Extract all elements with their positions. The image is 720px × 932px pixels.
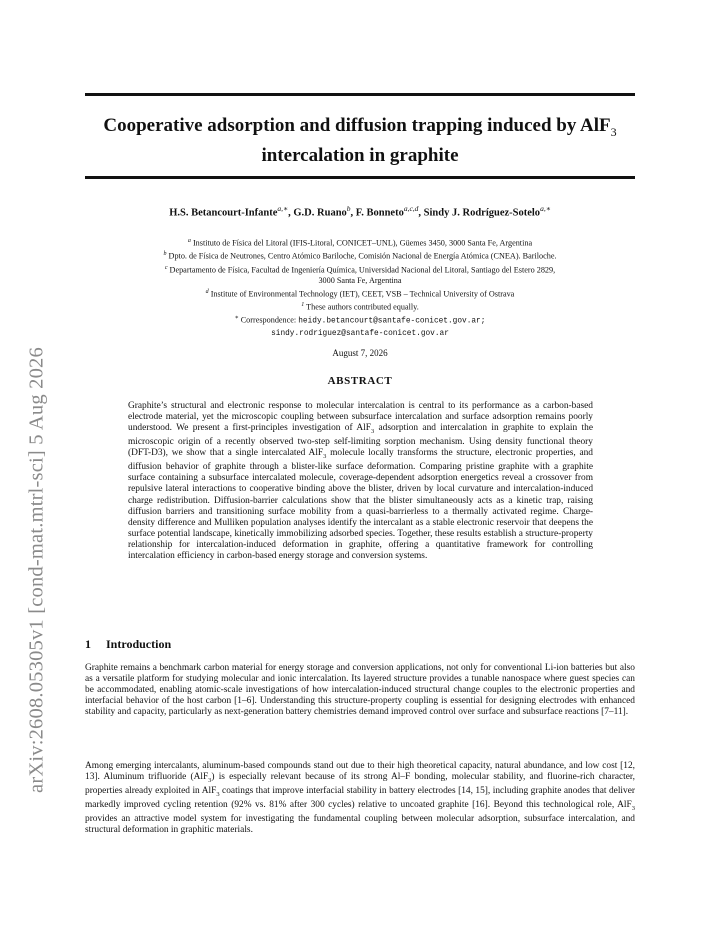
affiliation-line — [85, 287, 635, 300]
correspondence-email-link[interactable]: heidy.betancourt@santafe-conicet.gov.ar; — [298, 317, 486, 326]
abstract-text: adsorption and intercalation in graphite to explain the microscopic origin of a recently observed two-step self-limiting sorption mechanism. Using density functional theory (DFT-D3), we show that a single intercalated AlF — [128, 423, 593, 459]
abstract-heading: ABSTRACT — [327, 375, 393, 387]
paragraph-subscript: 3 — [216, 790, 220, 798]
author-separator: , — [350, 207, 356, 219]
abstract-text: Graphite’s structural and electronic response to molecular intercalation is central to its performance as a carbon-based electrode material, yet the microscopic coupling between subsurface intercalation and surface adsorption remains poorly understood. We present a first-principles investigation of AlF — [128, 401, 593, 434]
affiliation-mark: d — [205, 288, 209, 295]
affiliation-mark: c — [164, 264, 168, 271]
abstract-text: molecule locally transforms the structure, electronic properties, and diffusion behavior of graphite through a blister-like surface deformation. Comparing pristine graphite with a graphite surface containing a subsurface intercalated molecule, coverage-dependent adsorption energetics reveal a crossover from repulsive lateral interactions to cooperative binding above the blister, driven by local curvature and intercalation-induced charge redistribution. Diffusion-barrier calculations show that the blister simultaneously acts as a kinetic trap, raising diffusion barriers and transitioning surface mobility from a quasi-barrierless to a thermally activated regime. Charge-density difference and Mulliken population analyses identify the intercalant as a stable electronic reservoir that deepens the surface potential landscape, kinetically immobilizing adsorbed species. Together, these results establish a structure-property relationship for intercalation-induced deformation in graphite, offering a quantitative framework for controlling intercalation efficiency in carbon-based energy storage and conversion systems. — [128, 448, 593, 561]
author-separator: , — [288, 207, 294, 219]
affiliation-mark: 1 — [301, 301, 305, 308]
title-rule-bottom — [85, 176, 635, 179]
paragraph-text: coatings that improve interfacial stability in battery electrodes [14, 15], including graphite anodes that deliver markedly improved cycling retention (92% vs. 81% after 300 cycles) relative to uncoated graphite [16]. Beyond this technological role, AlF — [85, 786, 635, 811]
affiliation-line — [85, 276, 635, 287]
arxiv-id-text: arXiv:2608.05305v1 [cond-mat.mtrl-sci] 5 Aug 2026 — [25, 347, 48, 793]
affiliation-line — [85, 300, 635, 313]
paper-title — [85, 114, 635, 167]
abstract-subscript: 3 — [323, 453, 327, 461]
affiliation-line — [85, 263, 635, 276]
correspondence-email-link[interactable]: sindy.rodriguez@santafe-conicet.gov.ar — [271, 329, 449, 338]
affiliation-text: Instituto de Física del Litoral (IFIS-Litoral, CONICET–UNL), Güemes 3450, 3000 Santa Fe, Argentina — [192, 238, 533, 248]
author-affil-mark: a,∗ — [540, 204, 551, 213]
intro-paragraph-2 — [85, 761, 635, 836]
paragraph-subscript: 3 — [631, 804, 635, 812]
affiliations — [85, 236, 635, 339]
author-name: F. Bonneto — [355, 207, 404, 219]
correspondence-line — [85, 313, 635, 327]
abstract-body — [128, 401, 593, 562]
title-subscript: 3 — [610, 124, 617, 139]
abstract-subscript: 3 — [370, 428, 375, 436]
section-heading-introduction — [85, 637, 171, 652]
title-line2: intercalation in graphite — [261, 144, 459, 166]
correspondence-label: Correspondence: — [240, 315, 297, 325]
author-affil-mark: b — [346, 204, 351, 213]
affiliation-text: Institute of Environmental Technology (IET), CEET, VSB – Technical University of Ostrava — [210, 289, 515, 299]
affiliation-line — [85, 249, 635, 262]
paragraph-text: provides an attractive model system for investigating the fundamental coupling between molecular adsorption, subsurface intercalation, and structural deformation in graphitic materials. — [85, 814, 635, 836]
affiliation-text: These authors contributed equally. — [306, 302, 419, 312]
author-affil-mark: a,∗ — [277, 204, 289, 213]
author-name: Sindy J. Rodríguez-Sotelo — [423, 207, 541, 219]
paper-date: August 7, 2026 — [332, 348, 388, 358]
arxiv-identifier-stamp — [22, 305, 52, 835]
author-list — [85, 204, 635, 219]
title-rule-top — [85, 93, 635, 96]
paragraph-text: Among emerging intercalants, aluminum-based compounds stand out due to their high theoretical capacity, natural abundance, and low cost [12, 13]. Aluminum trifluoride (AlF — [85, 761, 635, 783]
author-name: G.D. Ruano — [293, 207, 347, 219]
paragraph-text: ) is especially relevant because of its strong Al–F bonding, molecular stability, and fluorine-rich character, properties already exploited in AlF — [85, 772, 636, 797]
affiliation-line — [85, 236, 635, 249]
correspondence-mark: ∗ — [234, 315, 239, 322]
affiliation-mark: a — [187, 238, 191, 244]
author-separator: , — [418, 207, 424, 219]
section-title: Introduction — [106, 637, 172, 651]
affiliation-text: Dpto. de Física de Neutrones, Centro Atómico Bariloche, Comisión Nacional de Energía Atómica (CNEA). Bariloche. — [168, 252, 557, 262]
author-name: H.S. Betancourt-Infante — [169, 207, 278, 219]
affiliation-text: Departamento de Física, Facultad de Ingeniería Química, Universidad Nacional del Litoral, Santiago del Estero 2829, — [169, 265, 556, 275]
affiliation-text: 3000 Santa Fe, Argentina — [318, 275, 402, 285]
paragraph-subscript: 3 — [208, 776, 212, 784]
section-number: 1 — [85, 637, 91, 651]
paragraph-text: Graphite remains a benchmark carbon material for energy storage and conversion applications, not only for conventional Li-ion batteries but also as a versatile platform for studying molecular and ionic intercalation. Its layered structure provides a tunable nanospace where guest species can be accommodated, enabling atomic-scale investigations of how intercalation-induced structural change couples to the electronic properties and interfacial behavior of the host carbon [1–6]. Understanding this structure-property coupling is essential for designing electrodes with enhanced stability and capacity, particularly as next-generation battery chemistries demand improved control over surface and subsurface reactions [7–11]. — [85, 663, 635, 718]
affiliation-mark: b — [163, 251, 167, 258]
correspondence-line-2 — [85, 328, 635, 340]
title-line1: Cooperative adsorption and diffusion trapping induced by AlF — [103, 115, 611, 136]
intro-paragraph-1 — [85, 663, 635, 718]
author-affil-mark: a,c,d — [403, 204, 419, 213]
